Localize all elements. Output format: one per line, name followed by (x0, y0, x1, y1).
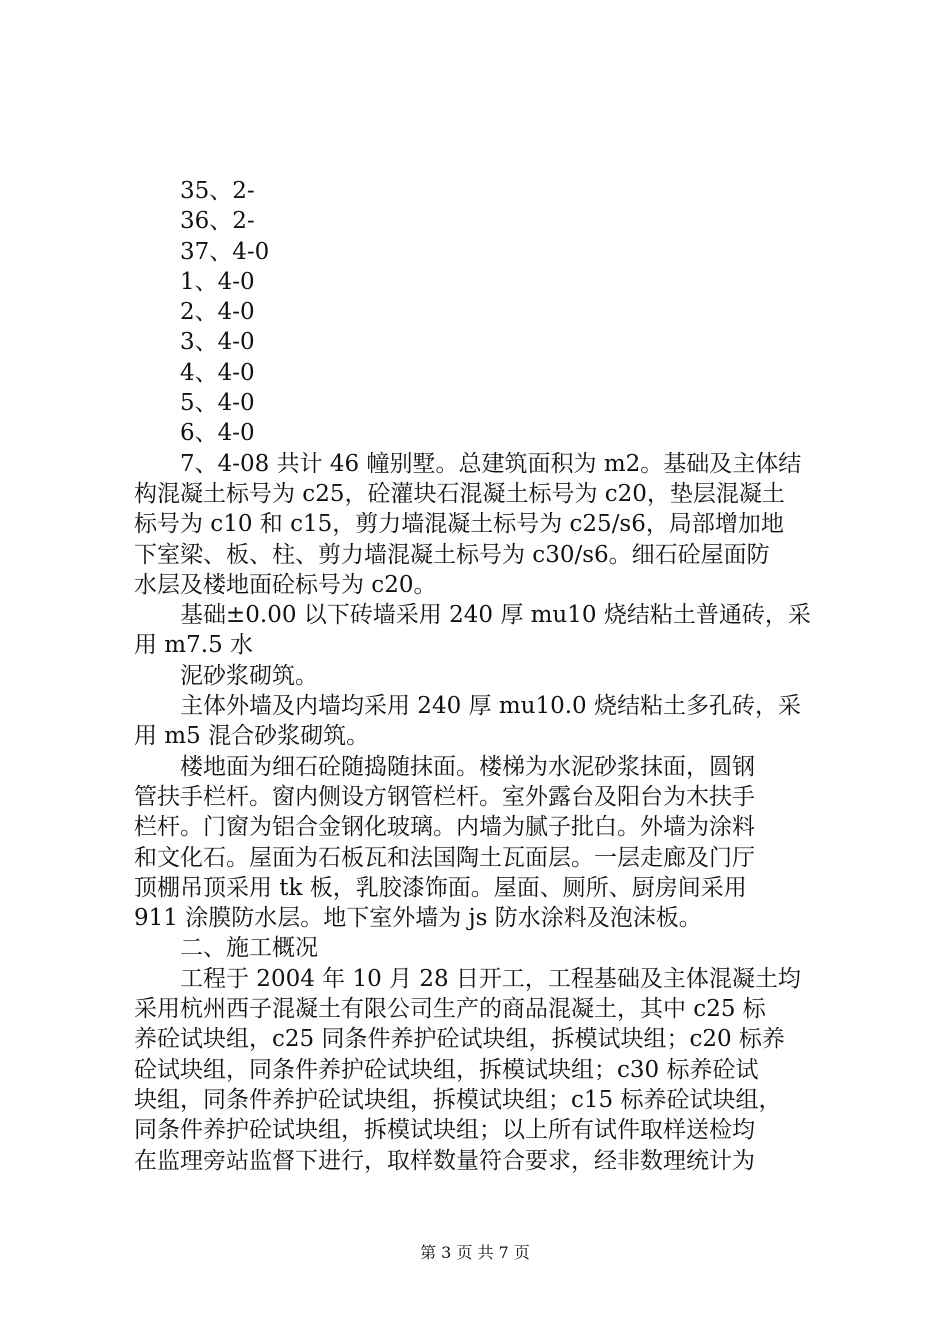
text-line: 用 m5 混合砂浆砌筑。 (134, 723, 370, 750)
text-line: 3、4-0 (180, 329, 255, 356)
text-line: 养砼试块组，c25 同条件养护砼试块组，拆模试块组；c20 标养 (134, 1026, 785, 1053)
text-line: 顶棚吊顶采用 tk 板，乳胶漆饰面。屋面、厕所、厨房间采用 (134, 874, 747, 901)
text-line: 标号为 c10 和 c15，剪力墙混凝土标号为 c25/s6，局部增加地 (134, 511, 784, 538)
text-line: 工程于 2004 年 10 月 28 日开工，工程基础及主体混凝土均 (180, 965, 801, 992)
text-line: 砼试块组，同条件养护砼试块组，拆模试块组；c30 标养砼试 (134, 1056, 759, 1083)
page-footer: 第 3 页 共 7 页 (420, 1243, 530, 1262)
text-line: 36、2- (180, 208, 255, 235)
text-line: 和文化石。屋面为石板瓦和法国陶土瓦面层。一层走廊及门厅 (134, 844, 755, 871)
text-line: 泥砂浆砌筑。 (180, 662, 318, 689)
text-line: 2、4-0 (180, 299, 255, 326)
text-line: 911 涂膜防水层。地下室外墙为 js 防水涂料及泡沫板。 (134, 905, 702, 932)
document-body (134, 176, 840, 1176)
text-line: 水层及楼地面砼标号为 c20。 (134, 571, 437, 598)
text-line: 主体外墙及内墙均采用 240 厚 mu10.0 烧结粘土多孔砖，采 (180, 693, 801, 720)
text-line: 用 m7.5 水 (134, 632, 254, 659)
text-line: 7、4-08 共计 46 幢别墅。总建筑面积为 m2。基础及主体结 (180, 450, 802, 477)
text-line: 楼地面为细石砼随捣随抹面。楼梯为水泥砂浆抹面，圆钢 (180, 753, 755, 780)
text-line: 二、施工概况 (180, 935, 318, 962)
text-line: 块组，同条件养护砼试块组，拆模试块组；c15 标养砼试块组， (134, 1086, 782, 1113)
text-line: 构混凝土标号为 c25，砼灌块石混凝土标号为 c20，垫层混凝土 (134, 480, 785, 507)
text-line: 下室梁、板、柱、剪力墙混凝土标号为 c30/s6。细石砼屋面防 (134, 541, 770, 568)
text-line: 4、4-0 (180, 359, 255, 386)
text-line: 栏杆。门窗为铝合金钢化玻璃。内墙为腻子批白。外墙为涂料 (134, 814, 755, 841)
text-line: 同条件养护砼试块组，拆模试块组；以上所有试件取样送检均 (134, 1117, 755, 1144)
text-line: 采用杭州西子混凝土有限公司生产的商品混凝土，其中 c25 标 (134, 996, 766, 1023)
text-line: 6、4-0 (180, 420, 255, 447)
text-line: 1、4-0 (180, 268, 255, 295)
text-line: 管扶手栏杆。窗内侧设方钢管栏杆。室外露台及阳台为木扶手 (134, 783, 755, 810)
text-line: 基础±0.00 以下砖墙采用 240 厚 mu10 烧结粘土普通砖，采 (180, 602, 811, 629)
text-line: 在监理旁站监督下进行，取样数量符合要求，经非数理统计为 (134, 1147, 755, 1174)
text-line: 5、4-0 (180, 390, 255, 417)
text-line: 37、4-0 (180, 238, 270, 265)
text-line: 35、2- (180, 178, 255, 204)
